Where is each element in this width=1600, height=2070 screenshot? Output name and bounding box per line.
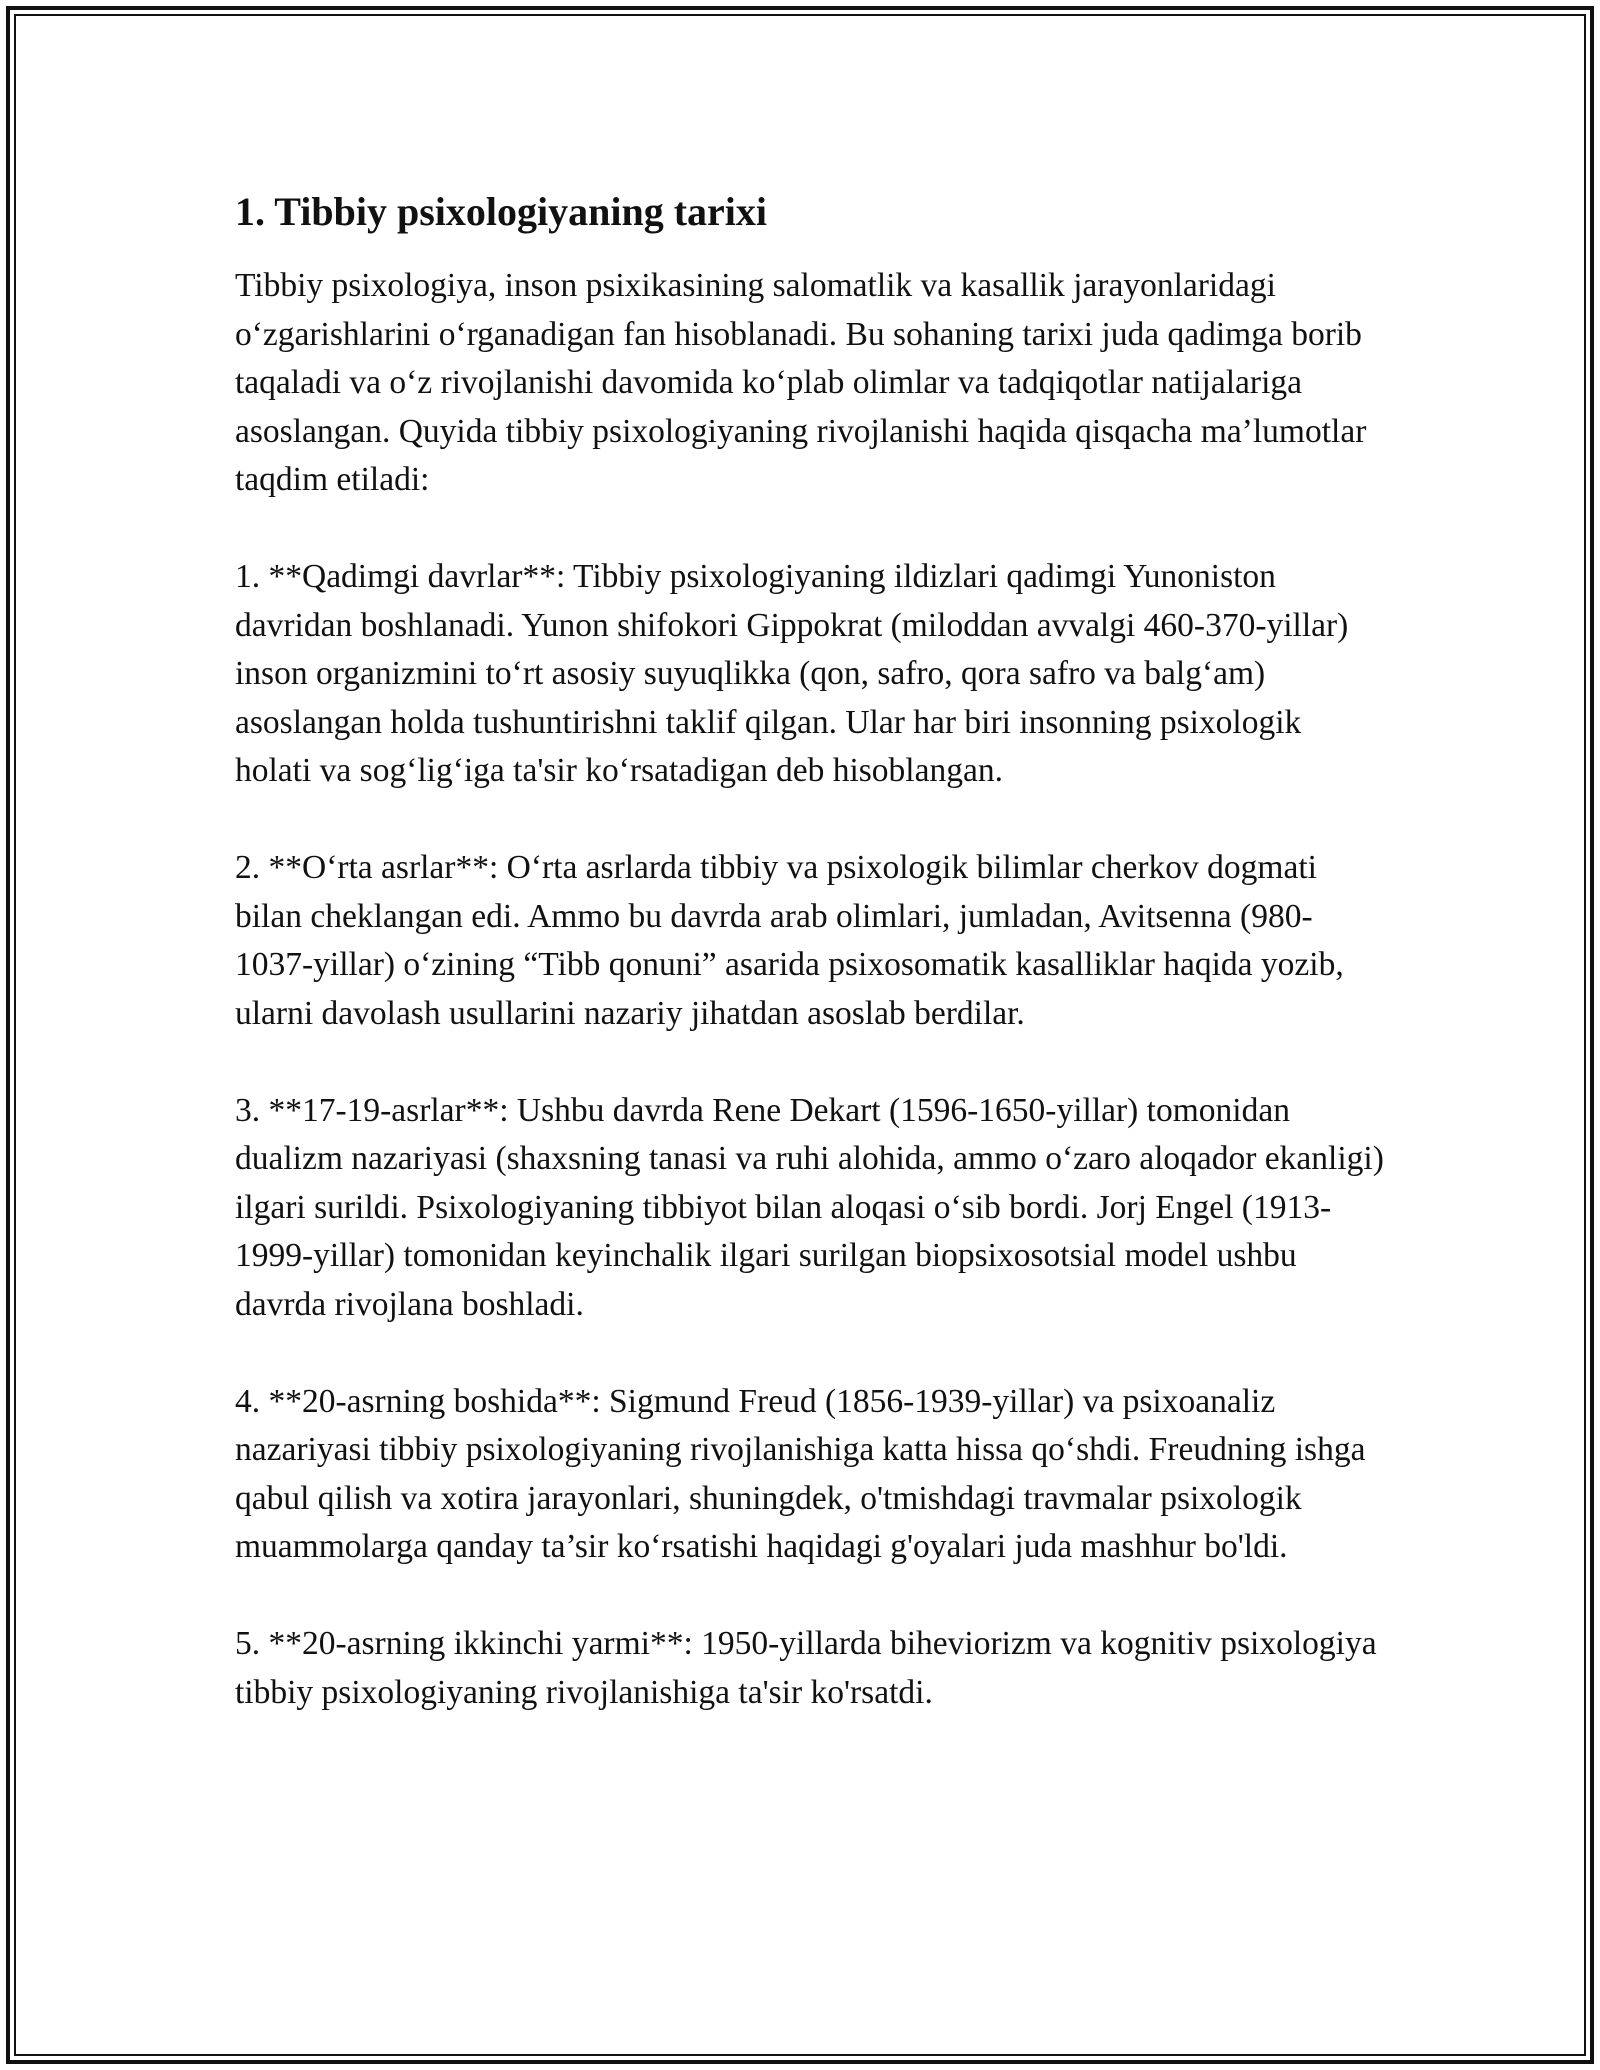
list-item-early-20th-century: 4. **20-asrning boshida**: Sigmund Freud (1856-1939-yillar) va psixoanaliz nazariyasi tibbiy psixologiyaning rivojlanishiga katta hissa qo‘shdi. Freudning ishga qabul qilish va xotira jarayonlari, shuningdek, o'tmishdagi travmalar psixologik muammolarga qanday ta’sir ko‘rsatishi haqidagi g'oyalari juda mashhur bo'ldi. <box>235 1382 1366 1565</box>
intro-paragraph: Tibbiy psixologiya, inson psixikasining salomatlik va kasallik jarayonlaridagi o‘zgarishlarini o‘rganadigan fan hisoblanadi. Bu sohaning tarixi juda qadimga borib taqaladi va o‘z rivojlanishi davomida ko‘plab olimlar va tadqiqotlar natijalariga asoslangan. Quyida tibbiy psixologiyaning rivojlanishi haqida qisqacha ma’lumotlar taqdim etiladi: <box>235 267 1367 498</box>
list-item-late-20th-century: 5. **20-asrning ikkinchi yarmi**: 1950-yillarda biheviorizm va kognitiv psixologiya tibbiy psixologiyaning rivojlanishiga ta'sir ko'rsatdi. <box>235 1625 1377 1711</box>
list-item-middle-ages: 2. **O‘rta asrlar**: O‘rta asrlarda tibbiy va psixologik bilimlar cherkov dogmati bilan cheklangan edi. Ammo bu davrda arab olimlari, jumladan, Avitsenna (980-1037-yillar) o‘zining “Tibb qonuni” asarida psixosomatik kasalliklar haqida yozib, ularni davolash usullarini nazariy jihatdan asoslab berdilar. <box>235 849 1344 1032</box>
document-title: 1. Tibbiy psixologiyaning tarixi <box>235 189 768 234</box>
document-body <box>235 184 1385 1766</box>
list-item-ancient-times: 1. **Qadimgi davrlar**: Tibbiy psixologiyaning ildizlari qadimgi Yunoniston davridan boshlanadi. Yunon shifokori Gippokrat (miloddan avvalgi 460-370-yillar) inson organizmini to‘rt asosiy suyuqlikka (qon, safro, qora safro va balg‘am) asoslangan holda tushuntirishni taklif qilgan. Ular har biri insonning psixologik holati va sog‘lig‘iga ta'sir ko‘rsatadigan deb hisoblangan. <box>235 558 1349 789</box>
list-item-17-19-centuries: 3. **17-19-asrlar**: Ushbu davrda Rene Dekart (1596-1650-yillar) tomonidan dualizm nazariyasi (shaxsning tanasi va ruhi alohida, ammo o‘zaro aloqador ekanligi) ilgari surildi. Psixologiyaning tibbiyot bilan aloqasi o‘sib bordi. Jorj Engel (1913-1999-yillar) tomonidan keyinchalik ilgari surilgan biopsixosotsial model ushbu davrda rivojlana boshladi. <box>235 1091 1384 1323</box>
